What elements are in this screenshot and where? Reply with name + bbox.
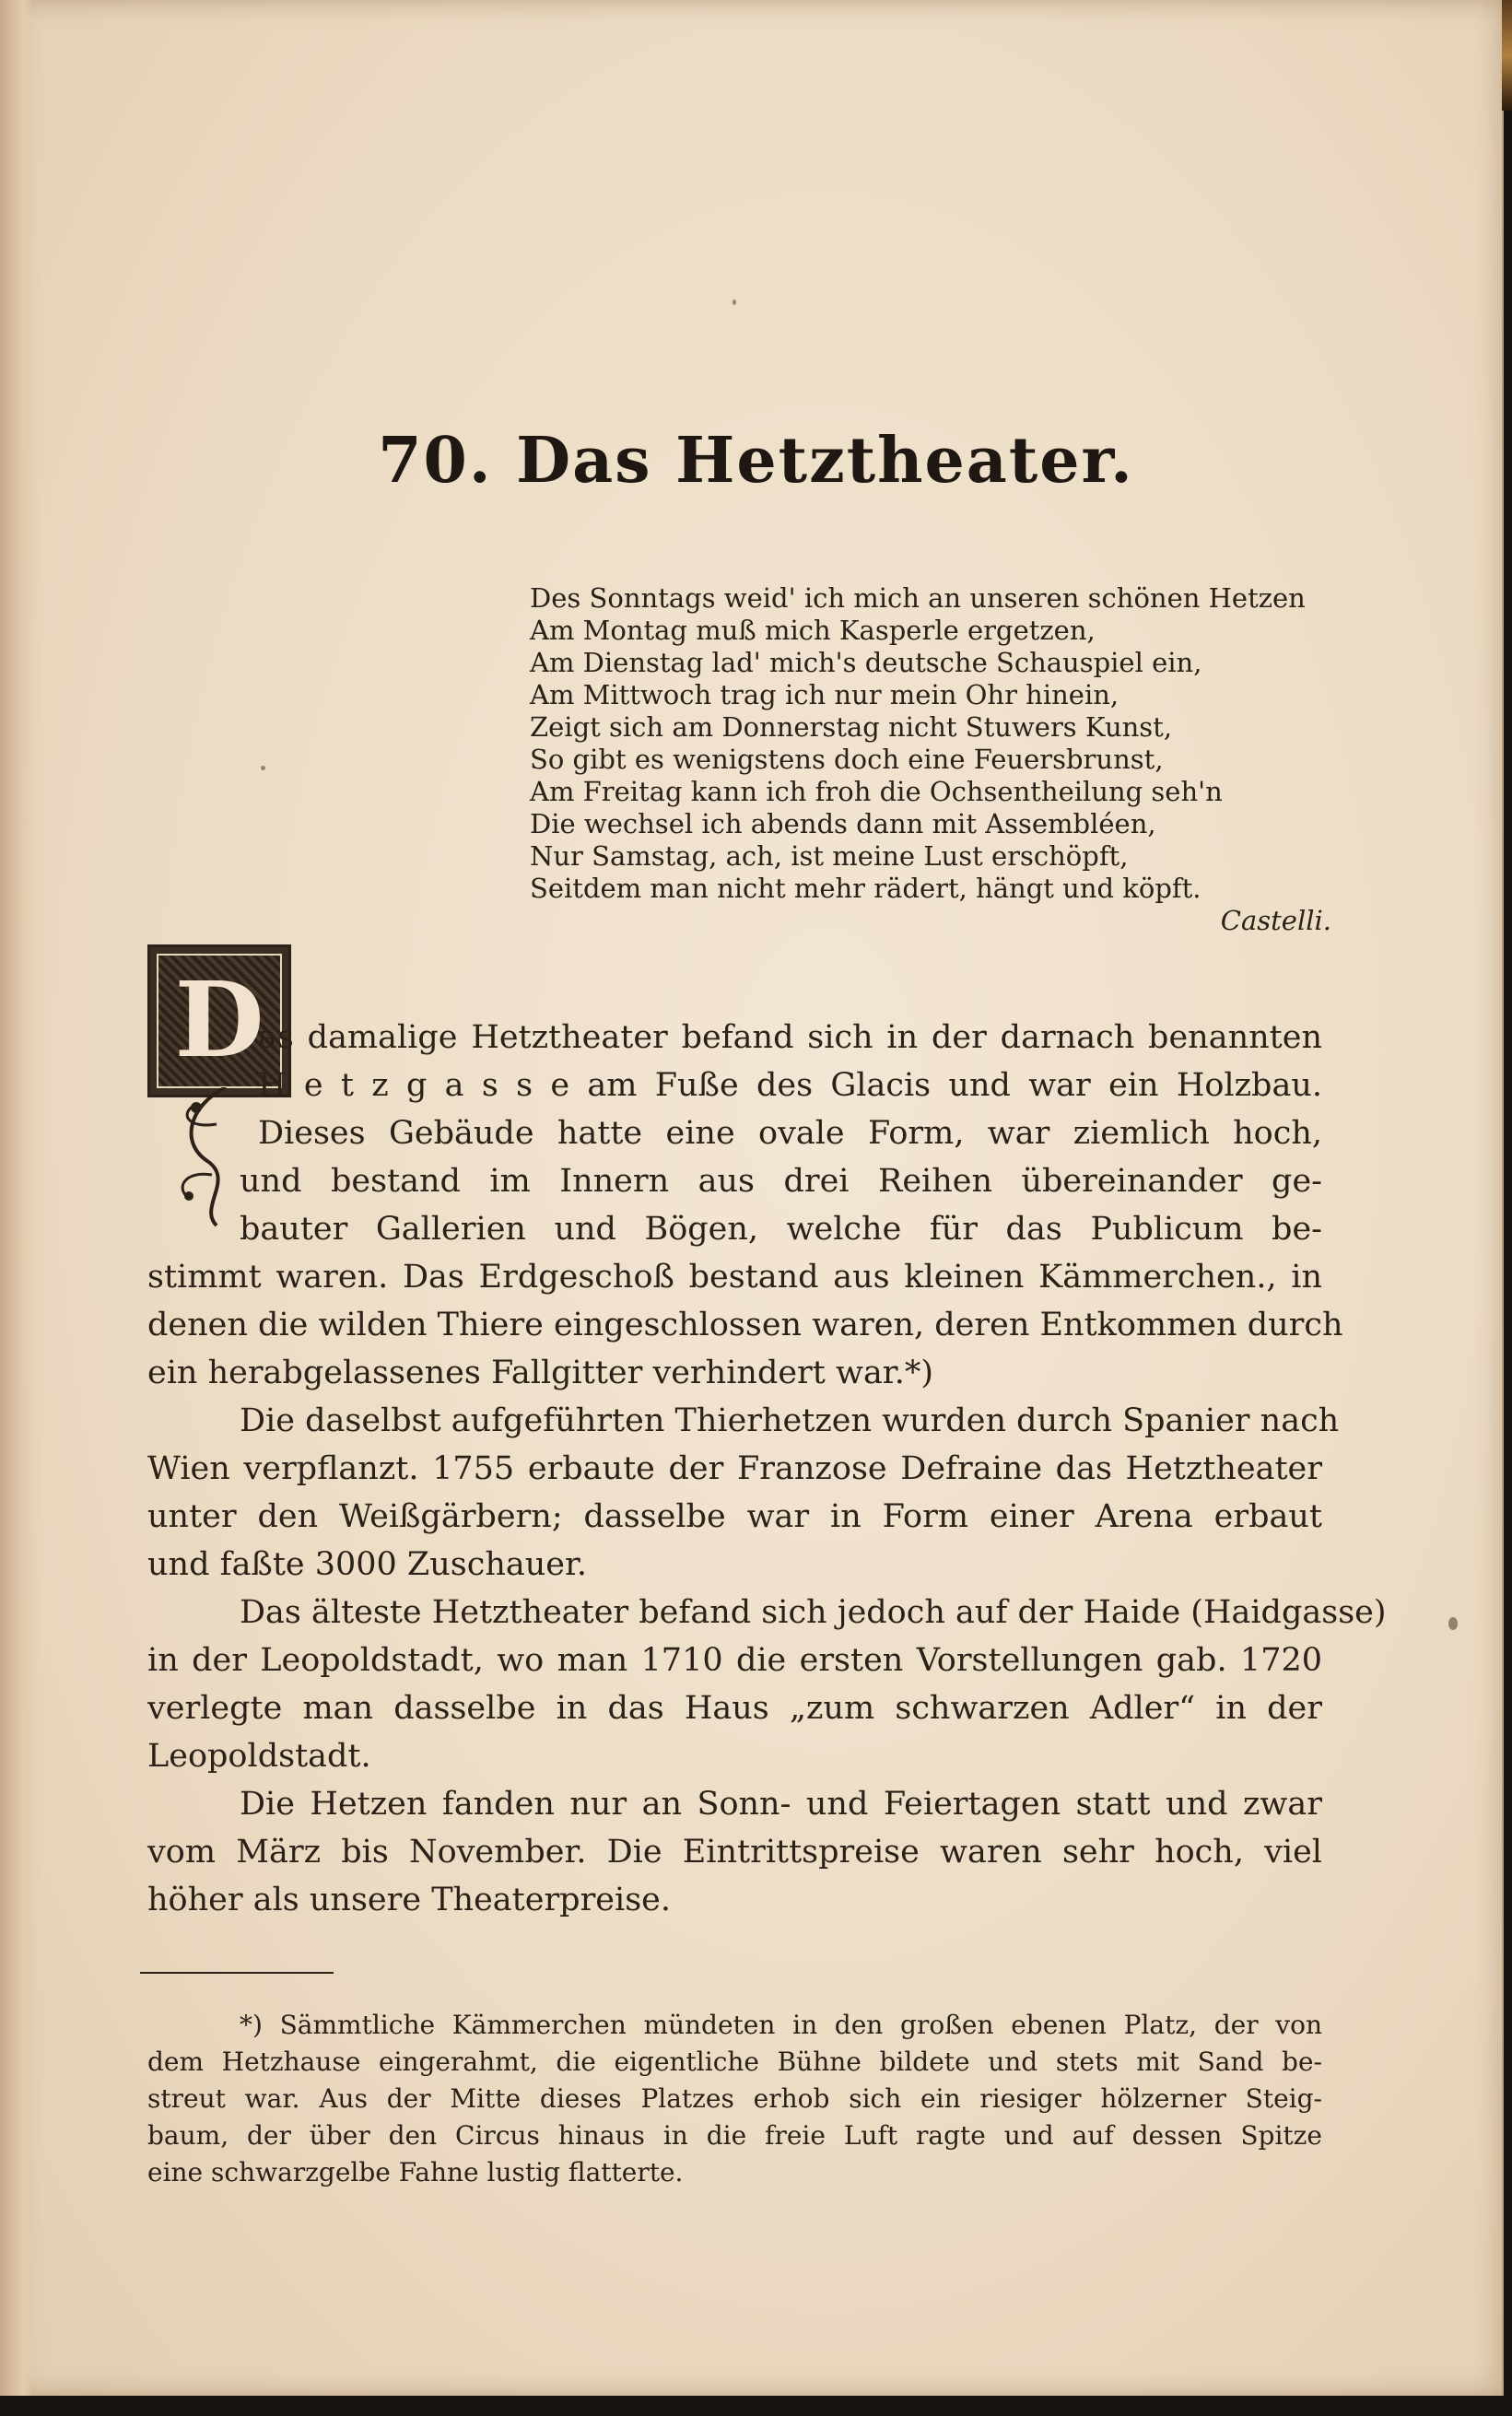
footnote-divider (140, 1972, 334, 1974)
footnote-line: eine schwarzgelbe Fahne lustig flatterte. (147, 2157, 684, 2187)
text-line: verlegte man dasselbe in das Haus „zum schwarzen Adler“ in der (147, 1690, 1322, 1727)
text-line: und faßte 3000 Zuschauer. (147, 1546, 588, 1583)
adjacent-book-edge (1502, 0, 1512, 111)
text-line: höher als unsere Theaterpreise. (147, 1882, 672, 1918)
ink-speck (733, 299, 736, 305)
poem-author: Castelli. (1220, 905, 1331, 936)
poem-line: So gibt es wenigstens doch eine Feuersbrunst, (530, 744, 1164, 775)
page-gutter (0, 0, 33, 2396)
text-line: denen die wilden Thiere eingeschlossen waren, deren Entkommen durch (147, 1307, 1343, 1343)
footnote-line: dem Hetzhause eingerahmt, die eigentliche Bühne bildete und stets mit Sand be- (147, 2047, 1322, 2077)
text-line: und bestand im Innern aus drei Reihen übereinander ge- (240, 1163, 1322, 1200)
poem-line: Des Sonntags weid' ich mich an unseren schönen Hetzen (530, 582, 1306, 614)
text-line: ein herabgelassenes Fallgitter verhindert war.*) (147, 1355, 933, 1391)
bleed-through (129, 240, 138, 275)
text-line: in der Leopoldstadt, wo man 1710 die ersten Vorstellungen gab. 1720 (147, 1642, 1322, 1679)
text-line: Leopoldstadt. (147, 1738, 371, 1775)
footnote-line: streut war. Aus der Mitte dieses Platzes erhob sich ein riesiger hölzerner Steig- (147, 2083, 1322, 2114)
text-line: stimmt waren. Das Erdgeschoß bestand aus kleinen Kämmerchen., in (147, 1259, 1322, 1296)
body-text (147, 1014, 1387, 1924)
poem-line: Nur Samstag, ach, ist meine Lust erschöpft, (530, 840, 1129, 872)
text-line: Das älteste Hetztheater befand sich jedoch auf der Haide (Haidgasse) (240, 1594, 1387, 1631)
ink-speck (1448, 1617, 1458, 1630)
text-line: Dieses Gebäude hatte eine ovale Form, war ziemlich hoch, (258, 1115, 1322, 1152)
text-line: H e t z g a s s e am Fuße des Glacis und war ein Holzbau. (258, 1067, 1322, 1104)
text-line: Die Hetzen fanden nur an Sonn- und Feiertagen statt und zwar (240, 1786, 1322, 1823)
poem-line: Am Montag muß mich Kasperle ergetzen, (530, 615, 1096, 646)
poem-line: Am Mittwoch trag ich nur mein Ohr hinein, (530, 679, 1119, 710)
footnote-line: *) Sämmtliche Kämmerchen mündeten in den großen ebenen Platz, der von (240, 2010, 1322, 2040)
text-line: unter den Weißgärbern; dasselbe war in Form einer Arena erbaut (147, 1498, 1322, 1535)
text-line: bauter Gallerien und Bögen, welche für das Publicum be- (240, 1211, 1322, 1248)
initial-letter: D (174, 960, 264, 1081)
poem-line: Zeigt sich am Donnerstag nicht Stuwers Kunst, (530, 711, 1173, 743)
text-line: Die daselbst aufgeführten Thierhetzen wurden durch Spanier nach (240, 1402, 1340, 1439)
footnote (147, 2007, 1322, 2191)
poem-line: Am Dienstag lad' mich's deutsche Schauspiel ein, (530, 647, 1202, 678)
chapter-title: 70. Das Hetztheater. (378, 424, 1134, 498)
epigraph-poem (530, 582, 1331, 937)
poem-line: Seitdem man nicht mehr rädert, hängt und köpft. (530, 873, 1201, 904)
footnote-line: baum, der über den Circus hinaus in die freie Luft ragte und auf dessen Spitze (147, 2120, 1322, 2151)
text-line: vom März bis November. Die Eintrittspreise waren sehr hoch, viel (147, 1834, 1322, 1871)
poem-line: Am Freitag kann ich froh die Ochsentheilung seh'n (530, 776, 1223, 807)
ink-speck (261, 766, 265, 770)
text-line: as damalige Hetztheater befand sich in der darnach benannten (258, 1019, 1322, 1056)
poem-line: Die wechsel ich abends dann mit Assembléen, (530, 808, 1156, 839)
text-line: Wien verpflanzt. 1755 erbaute der Franzose Defraine das Hetztheater (147, 1450, 1322, 1487)
